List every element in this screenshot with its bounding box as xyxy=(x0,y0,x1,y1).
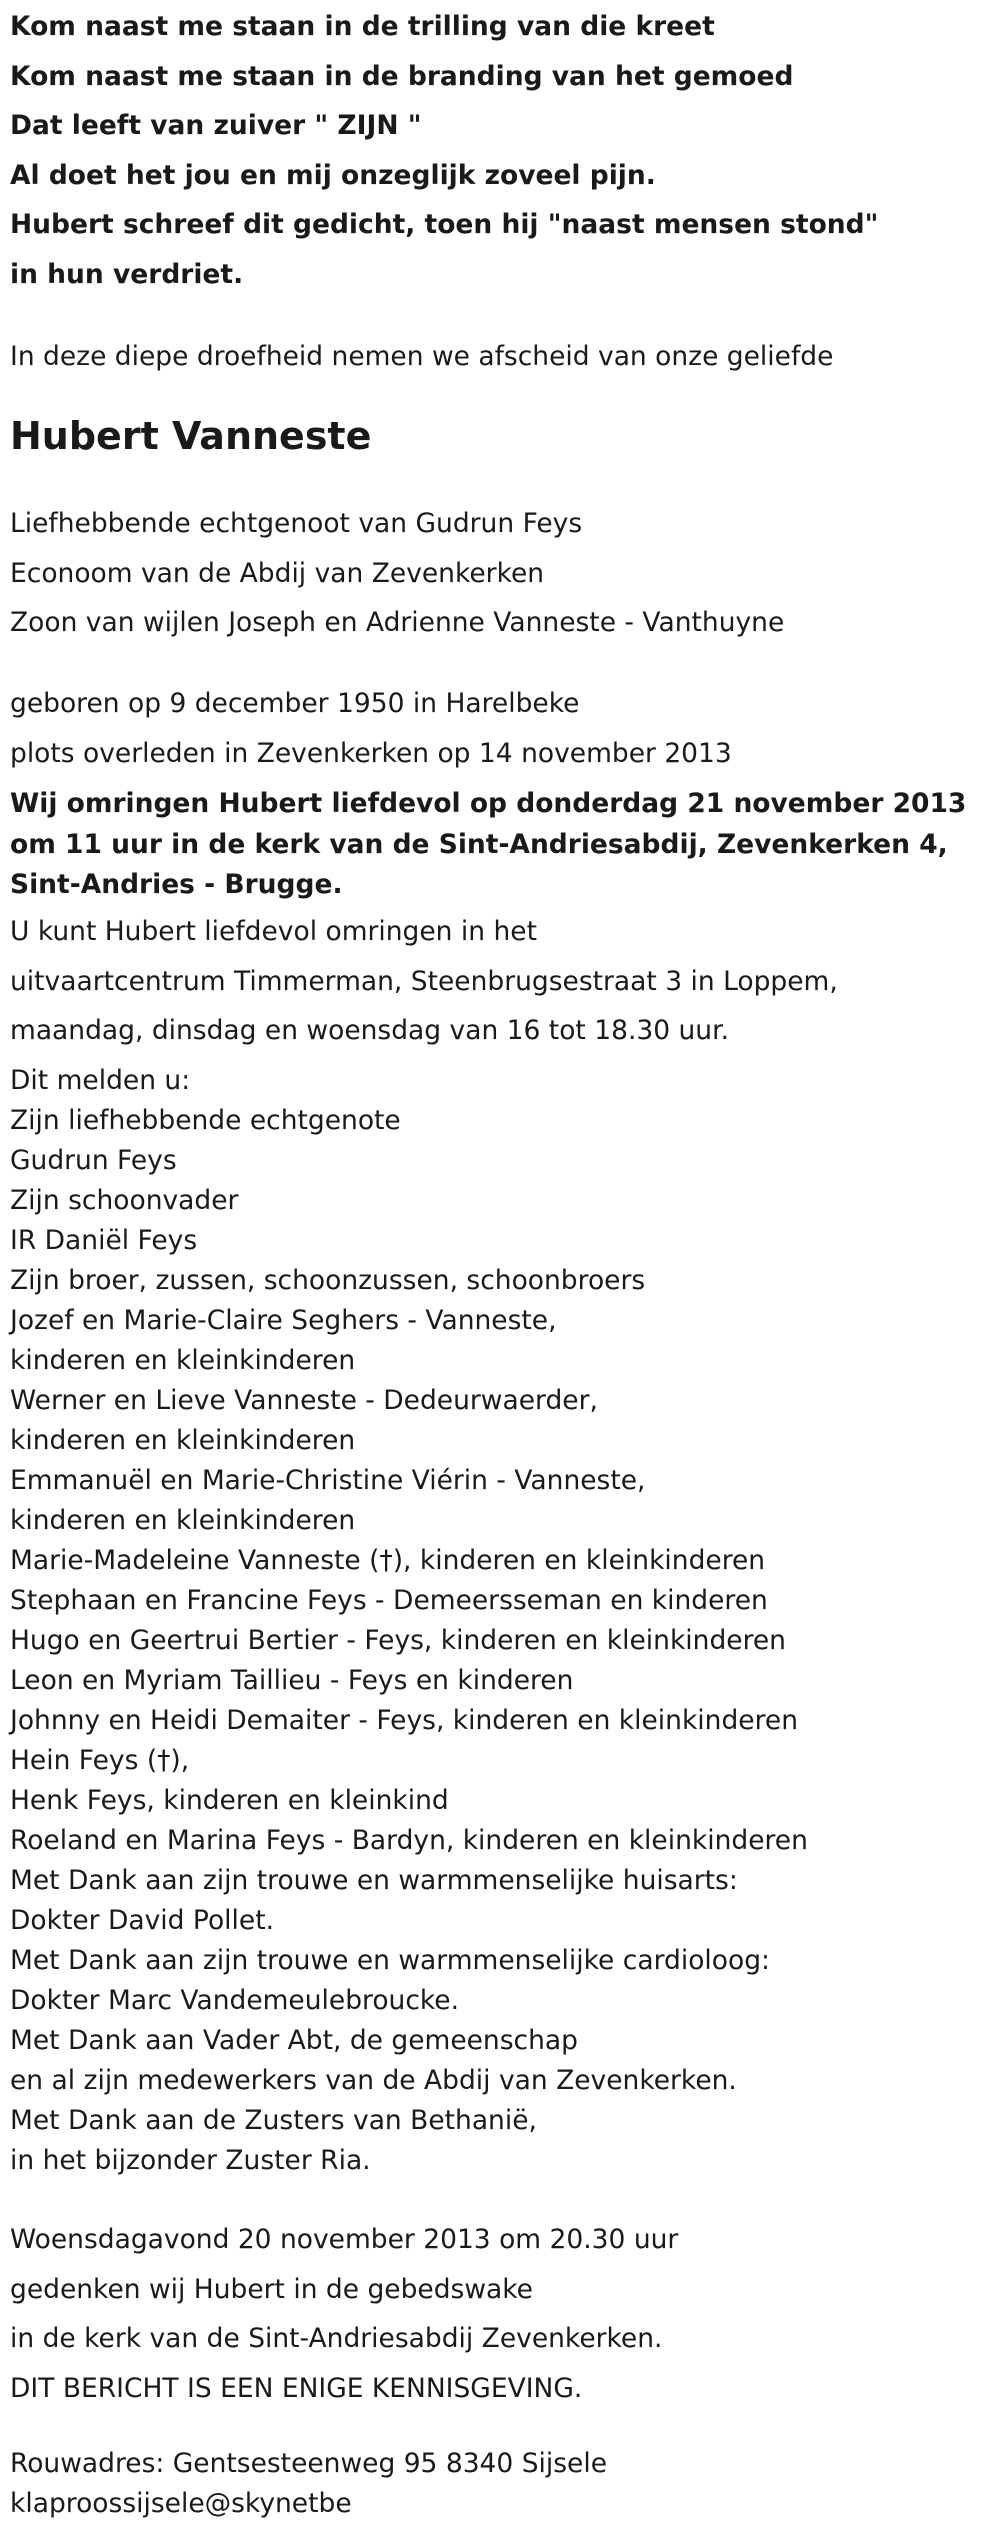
list-item: en al zijn medewerkers van de Abdij van Zevenkerken. xyxy=(10,2065,737,2096)
list-item: Dokter David Pollet. xyxy=(10,1905,275,1936)
email-address: klaproossijsele@skynetbe xyxy=(10,2488,352,2519)
list-item: Leon en Myriam Taillieu - Feys en kinderen xyxy=(10,1665,574,1696)
wake-block xyxy=(10,2222,678,2420)
wake-line: in de kerk van de Sint-Andriesabdij Zevenkerken. xyxy=(10,2323,663,2354)
deceased-name: Hubert Vanneste xyxy=(10,414,372,458)
list-item: kinderen en kleinkinderen xyxy=(10,1345,356,1376)
list-item: kinderen en kleinkinderen xyxy=(10,1505,356,1536)
list-item: Zijn broer, zussen, schoonzussen, schoonbroers xyxy=(10,1265,646,1296)
poem-line: Kom naast me staan in de branding van het gemoed xyxy=(10,60,794,92)
list-item: Henk Feys, kinderen en kleinkind xyxy=(10,1785,449,1816)
list-item: Stephaan en Francine Feys - Demeersseman en kinderen xyxy=(10,1585,768,1616)
list-item: Hugo en Geertrui Bertier - Feys, kinderen en kleinkinderen xyxy=(10,1625,786,1656)
list-item: Zijn liefhebbende echtgenote xyxy=(10,1105,401,1136)
list-item: Dit melden u: xyxy=(10,1065,191,1096)
funeral-service-text: Wij omringen Hubert liefdevol op donderdag 21 november 2013 om 11 uur in de kerk van de Sint-Andriesabdij, Zevenkerken 4, Sint-Andries - Brugge. xyxy=(10,788,967,900)
address-block xyxy=(10,2446,607,2526)
list-item: Jozef en Marie-Claire Seghers - Vanneste, xyxy=(10,1305,557,1336)
list-item: Gudrun Feys xyxy=(10,1145,177,1176)
notice-line: DIT BERICHT IS EEN ENIGE KENNISGEVING. xyxy=(10,2372,583,2404)
list-item: Werner en Lieve Vanneste - Dedeurwaerder, xyxy=(10,1385,598,1416)
birth-line: geboren op 9 december 1950 in Harelbeke xyxy=(10,688,580,719)
list-item: Marie-Madeleine Vanneste (†), kinderen en kleinkinderen xyxy=(10,1545,766,1576)
identity-block xyxy=(10,506,784,655)
list-item: Met Dank aan Vader Abt, de gemeenschap xyxy=(10,2025,578,2056)
poem xyxy=(10,6,995,303)
intro-text: In deze diepe droefheid nemen we afscheid van onze geliefde xyxy=(10,341,834,372)
list-item: Roeland en Marina Feys - Bardyn, kinderen en kleinkinderen xyxy=(10,1825,808,1856)
wake-line: Woensdagavond 20 november 2013 om 20.30 uur xyxy=(10,2224,679,2255)
list-item: Dokter Marc Vandemeulebroucke. xyxy=(10,1985,460,2016)
list-item: Emmanuël en Marie-Christine Viérin - Vanneste, xyxy=(10,1465,646,1496)
list-item: Met Dank aan zijn trouwe en warmmenselijke cardioloog: xyxy=(10,1945,770,1976)
poem-line: Kom naast me staan in de trilling van die kreet xyxy=(10,11,715,42)
list-item: in het bijzonder Zuster Ria. xyxy=(10,2145,371,2176)
list-item: IR Daniël Feys xyxy=(10,1225,198,1256)
family-list xyxy=(10,1063,808,2183)
wake-line: gedenken wij Hubert in de gebedswake xyxy=(10,2273,533,2305)
viewing-line: U kunt Hubert liefdevol omringen in het xyxy=(10,916,537,947)
death-line: plots overleden in Zevenkerken op 14 november 2013 xyxy=(10,737,732,769)
poem-line: in hun verdriet. xyxy=(10,258,244,290)
identity-line: Zoon van wijlen Joseph en Adrienne Vanneste - Vanthuyne xyxy=(10,607,785,638)
list-item: Met Dank aan de Zusters van Bethanië, xyxy=(10,2105,537,2136)
obituary-notice xyxy=(10,6,995,2519)
viewing-block xyxy=(10,914,838,1063)
list-item: Johnny en Heidi Demaiter - Feys, kinderen en kleinkinderen xyxy=(10,1705,798,1736)
list-item: Hein Feys (†), xyxy=(10,1745,190,1776)
list-item: Zijn schoonvader xyxy=(10,1185,239,1216)
viewing-line: maandag, dinsdag en woensdag van 16 tot 18.30 uur. xyxy=(10,1015,729,1046)
identity-line: Liefhebbende echtgenoot van Gudrun Feys xyxy=(10,508,583,539)
identity-line: Econoom van de Abdij van Zevenkerken xyxy=(10,557,545,589)
mourning-address: Rouwadres: Gentsesteenweg 95 8340 Sijsele xyxy=(10,2448,608,2479)
poem-line: Dat leeft van zuiver " ZIJN " xyxy=(10,110,422,141)
viewing-line: uitvaartcentrum Timmerman, Steenbrugsestraat 3 in Loppem, xyxy=(10,965,838,997)
list-item: Met Dank aan zijn trouwe en warmmenselijke huisarts: xyxy=(10,1865,738,1896)
poem-line: Al doet het jou en mij onzeglijk zoveel pijn. xyxy=(10,159,656,191)
list-item: kinderen en kleinkinderen xyxy=(10,1425,356,1456)
dates-block xyxy=(10,686,732,785)
poem-line: Hubert schreef dit gedicht, toen hij "naast mensen stond" xyxy=(10,209,879,240)
